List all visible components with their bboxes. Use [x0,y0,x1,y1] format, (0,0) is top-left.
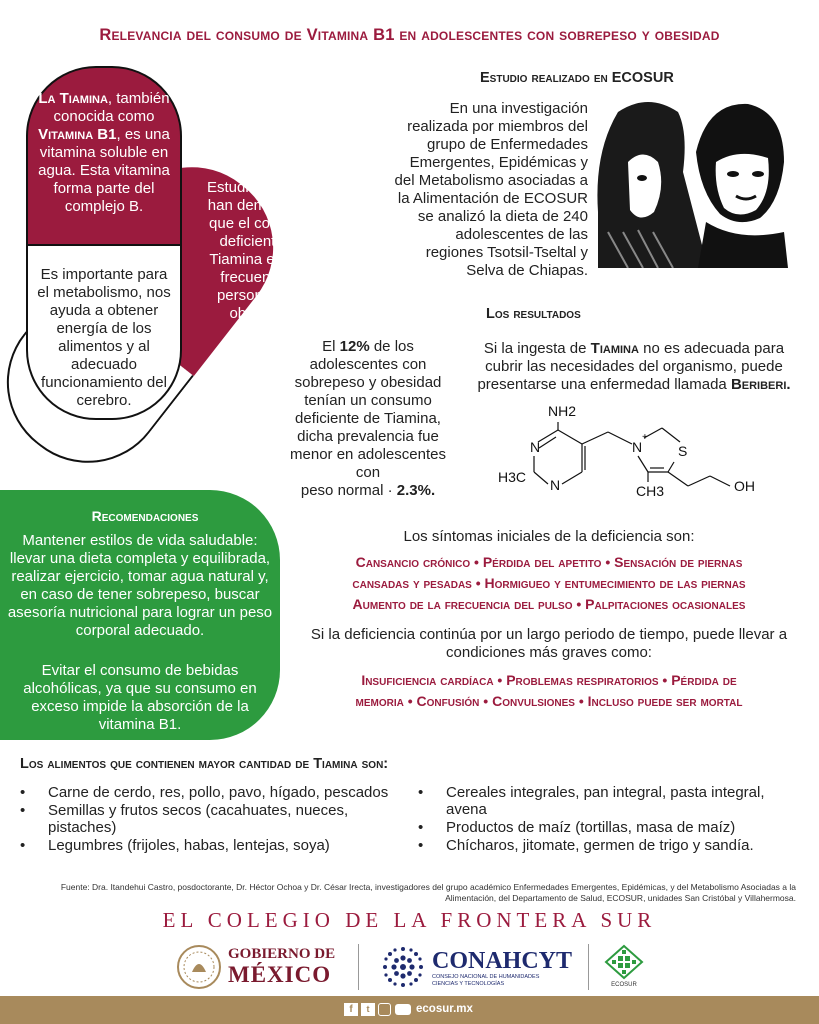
foods-heading [20,756,388,772]
stat-text: de los adolescentes con sobrepeso y obesidad tenían un consumo deficiente de Tiamina, dicha prevalencia fue menor en adolescentes con [290,338,446,481]
symptoms-intro: Los síntomas iniciales de la deficiencia son: [403,528,695,545]
adolescents-photo [588,92,788,268]
logo-divider-2 [588,944,589,990]
facebook-icon[interactable]: f [344,1003,358,1016]
stat-sep: · [383,482,397,499]
logo-divider-1 [358,944,359,990]
gobierno-de: GOBIERNO DE [228,946,336,962]
recommendations-heading: Recomendaciones [91,508,199,524]
s-label: S [678,443,688,459]
results-right [466,340,802,394]
ecosur-logo-icon [604,944,644,980]
tiamina-bold: La Tiamina [38,90,108,107]
recommendations-p1: Mantener estilos de vida saludable: llevar una dieta completa y equilibrada, realizar ejercicio, tomar agua natural y, en caso de tener sobrepeso, buscar asesoría nutricional para lograr un peso corporal adecuado. [7,532,273,639]
instagram-icon[interactable] [378,1003,391,1016]
plus-label: + [642,432,648,443]
list-item: • Cereales integrales, pan integral, pasta integral, avena [416,784,786,818]
symptoms-line-5: memoria • Confusión • Convulsiones • Incluso puede ser mortal [355,693,743,709]
vitamina-b1-bold: Vitamina B1 [38,126,117,143]
right-c: no es adecuada para cubrir las necesidades del organismo, puede presentarse una enfermedad llamada [477,340,785,393]
oh-label: OH [734,478,755,494]
list-item: • Productos de maíz (tortillas, masa de maíz) [416,819,786,836]
ecosur-small-label: ECOSUR [611,982,637,988]
stat-12: 12% [339,338,370,355]
youtube-icon[interactable] [395,1004,411,1015]
institution-name: EL COLEGIO DE LA FRONTERA SUR [162,908,657,932]
n-label-2: N [550,477,561,493]
capsule-1-text-a: , también conocida como [53,90,170,125]
website-link[interactable]: ecosur.mx [416,1003,473,1015]
results-stat [282,338,454,500]
mexico-wordmark: MÉXICO [228,962,332,987]
conahcyt-sub-2: CIENCIAS Y TECNOLOGÍAS [432,981,505,987]
mexico-seal-icon [176,944,222,990]
study-heading-b: ECOSUR [611,70,674,86]
stat-tail: peso normal [300,482,384,499]
thiamine-structure [498,400,788,504]
list-item: • Carne de cerdo, res, pollo, pavo, hígado, pescados [18,784,398,801]
nh2-label: NH2 [548,403,577,419]
recommendations-p2: Evitar el consumo de bebidas alcohólicas, ya que su consumo en exceso impide la absorción de la vitamina B1. [23,662,257,733]
symptoms-line-4: Insuficiencia cardíaca • Problemas respiratorios • Pérdida de [361,672,737,688]
n-label-3: N [632,439,643,455]
right-a: Si la ingesta de [483,340,591,357]
h3c-label: H3C [498,469,527,485]
symptoms-intro-2: Si la deficiencia continúa por un largo periodo de tiempo, puede llevar a condiciones más graves como: [310,626,788,661]
stat-23: 2.3%. [396,482,436,499]
conahcyt-wordmark: CONAHCYT [432,948,573,974]
list-item: • Chícharos, jitomate, germen de trigo y sandía. [416,837,786,854]
foods-heading-a: Los alimentos que contienen mayor cantidad de [20,756,314,772]
source-note: Fuente: Dra. Itandehui Castro, posdoctorante, Dr. Héctor Ochoa y Dr. César Irecta, investigadores del grupo académico Enfermedades Emergentes, Epidémicas, y del Metabolismo Asociadas a la Alimentación, del Departamento de Salud, ECOSUR, unidades San Cristóbal y Villahermosa. [60,882,796,903]
conahcyt-sub-1: CONSEJO NACIONAL DE HUMANIDADES [432,974,540,980]
capsule-1-bottom-text: Es importante para el metabolismo, nos ayuda a obtener energía de los alimentos y al adecuado funcionamiento del cerebro. [37,266,171,409]
list-item: • Semillas y frutos secos (cacahuates, nueces, pistaches) [18,802,398,836]
study-heading [480,70,674,86]
foods-heading-c: son: [357,756,389,772]
symptoms-line-1: Cansancio crónico • Pérdida del apetito • Sensación de piernas [355,554,743,570]
n-label-1: N [530,439,541,455]
foods-heading-b: Tiamina [313,756,358,772]
capsule-2-text: Estudios previos han demostrado que el consumo deficiente de Tiamina es más frecuente en personas con obesidad. [206,179,318,322]
foods-list-left [18,784,398,855]
capsule-1-top-text [34,90,174,216]
conahcyt-logo-icon [380,944,426,990]
study-heading-a: Estudio realizado en [480,70,612,86]
symptoms-line-3: Aumento de la frecuencia del pulso • Palpitaciones ocasionales [352,596,746,612]
right-b: Tiamina [590,340,639,357]
results-heading: Los resultados [486,306,581,322]
capsule-1-text-b: , es una vitamina soluble en agua. Esta vitamina forma parte del complejo B. [38,126,170,215]
symptoms-line-2: cansadas y pesadas • Hormigueo y entumecimiento de las piernas [352,575,746,591]
twitter-icon[interactable]: t [361,1003,375,1016]
list-item: • Legumbres (frijoles, habas, lentejas, soya) [18,837,398,854]
stat-pre: El [322,338,340,355]
study-text: En una investigación realizada por miembros del grupo de Enfermedades Emergentes, Epidémicas y del Metabolismo asociadas a la Alimentación de ECOSUR se analizó la dieta de 240 adolescentes de las regiones Tsotsil-Tseltal y Selva de Chiapas. [394,100,588,279]
right-d: Beriberi. [730,376,791,393]
page-title: Relevancia del consumo de Vitamina B1 en adolescentes con sobrepeso y obesidad [99,26,720,44]
foods-list-right [416,784,786,855]
ch3-label: CH3 [636,483,665,499]
conahcyt-subtitle [432,974,539,988]
